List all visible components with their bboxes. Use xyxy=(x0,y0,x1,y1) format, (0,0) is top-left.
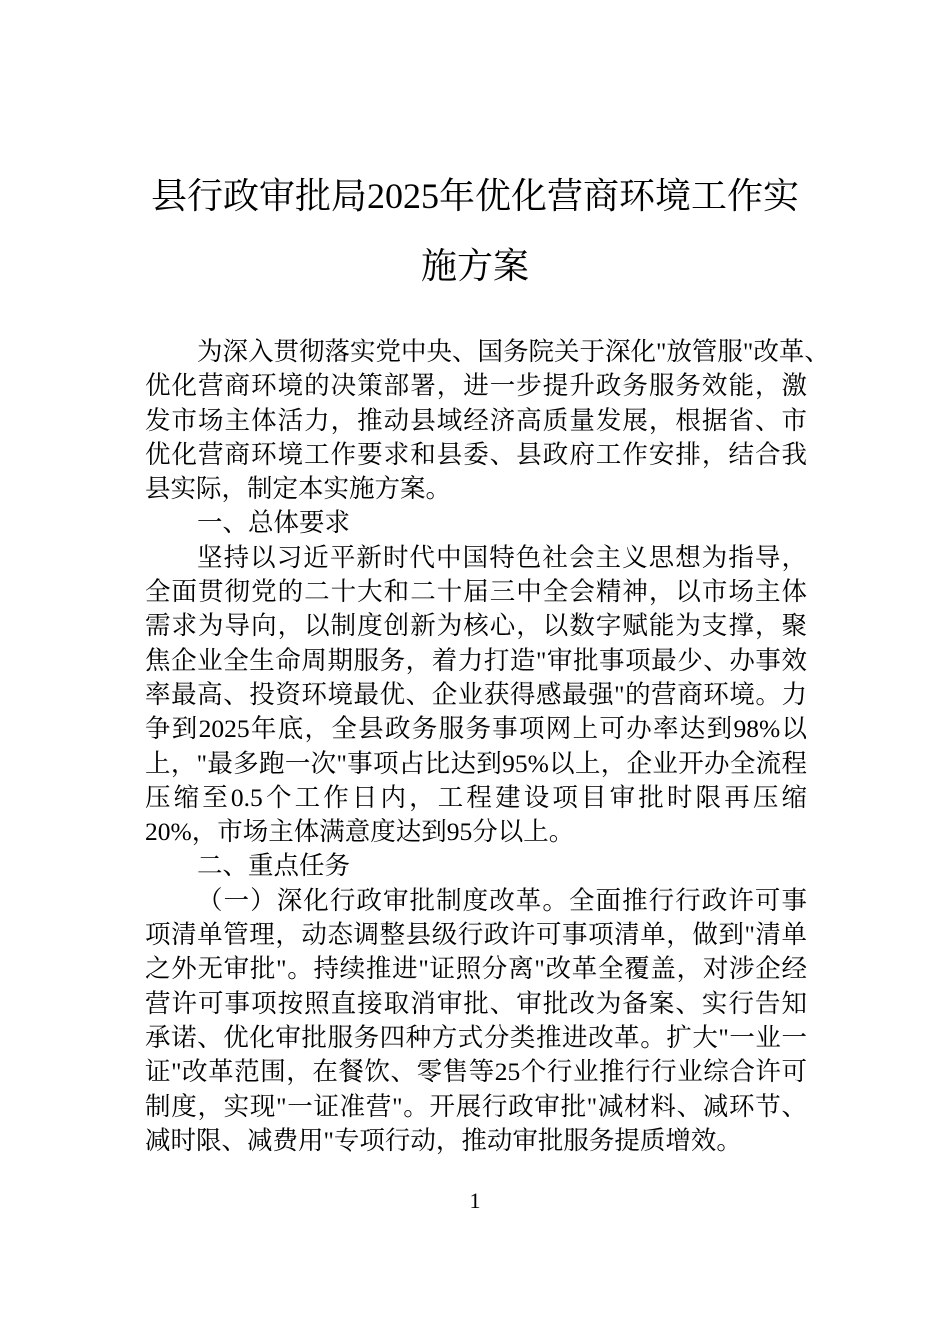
text-line: 20%，市场主体满意度达到95分以上。 xyxy=(145,817,575,847)
text-line: 县实际，制定本实施方案。 xyxy=(145,474,452,504)
text-line: 坚持以习近平新时代中国特色社会主义思想为指导， xyxy=(197,542,807,572)
text-line: 营许可事项按照直接取消审批、审批改为备案、实行告知 xyxy=(145,988,807,1018)
text-line: 承诺、优化审批服务四种方式分类推进改革。扩大"一业一 xyxy=(145,1022,807,1052)
document-title-line-2: 施方案 xyxy=(420,246,529,286)
text-line: 为深入贯彻落实党中央、国务院关于深化"放管服"改革、 xyxy=(197,337,830,366)
section-heading xyxy=(145,506,807,540)
text-line: 证"改革范围，在餐饮、零售等25个行业推行行业综合许可 xyxy=(145,1057,807,1087)
text-line: 焦企业全生命周期服务，着力打造"审批事项最少、办事效 xyxy=(145,645,807,675)
paragraph xyxy=(145,335,830,506)
text-line: 制度，实现"一证准营"。开展行政审批"减材料、减环节、 xyxy=(145,1091,807,1121)
text-line: 二、重点任务 xyxy=(197,851,351,881)
text-line: 减时限、减费用"专项行动，推动审批服务提质增效。 xyxy=(145,1125,742,1155)
text-line: 优化营商环境的决策部署，进一步提升政务服务效能，激 xyxy=(145,371,807,401)
page-number: 1 xyxy=(469,1188,481,1213)
text-line: 全面贯彻党的二十大和二十届三中全会精神，以市场主体 xyxy=(145,577,807,607)
section-heading xyxy=(145,849,807,883)
paragraph xyxy=(145,541,807,850)
text-line: 优化营商环境工作要求和县委、县政府工作安排，结合我 xyxy=(145,439,807,469)
text-line: 发市场主体活力，推动县域经济高质量发展，根据省、市 xyxy=(145,405,807,435)
text-line: 上，"最多跑一次"事项占比达到95%以上，企业开办全流程 xyxy=(145,748,807,778)
paragraph xyxy=(145,884,807,1158)
text-line: 一、总体要求 xyxy=(197,508,351,538)
document-title-line-1: 县行政审批局2025年优化营商环境工作实 xyxy=(150,176,799,216)
text-line: 压缩至0.5个工作日内，工程建设项目审批时限再压缩 xyxy=(145,782,807,812)
text-line: 率最高、投资环境最优、企业获得感最强"的营商环境。力 xyxy=(145,679,807,709)
text-line: 之外无审批"。持续推进"证照分离"改革全覆盖，对涉企经 xyxy=(145,954,807,984)
text-line: （一）深化行政审批制度改革。全面推行行政许可事 xyxy=(197,885,807,915)
text-line: 争到2025年底，全县政务服务事项网上可办率达到98%以 xyxy=(145,714,807,744)
text-line: 需求为导向，以制度创新为核心，以数字赋能为支撑，聚 xyxy=(145,611,807,641)
document-body xyxy=(145,335,830,1158)
text-line: 项清单管理，动态调整县级行政许可事项清单，做到"清单 xyxy=(145,920,807,950)
